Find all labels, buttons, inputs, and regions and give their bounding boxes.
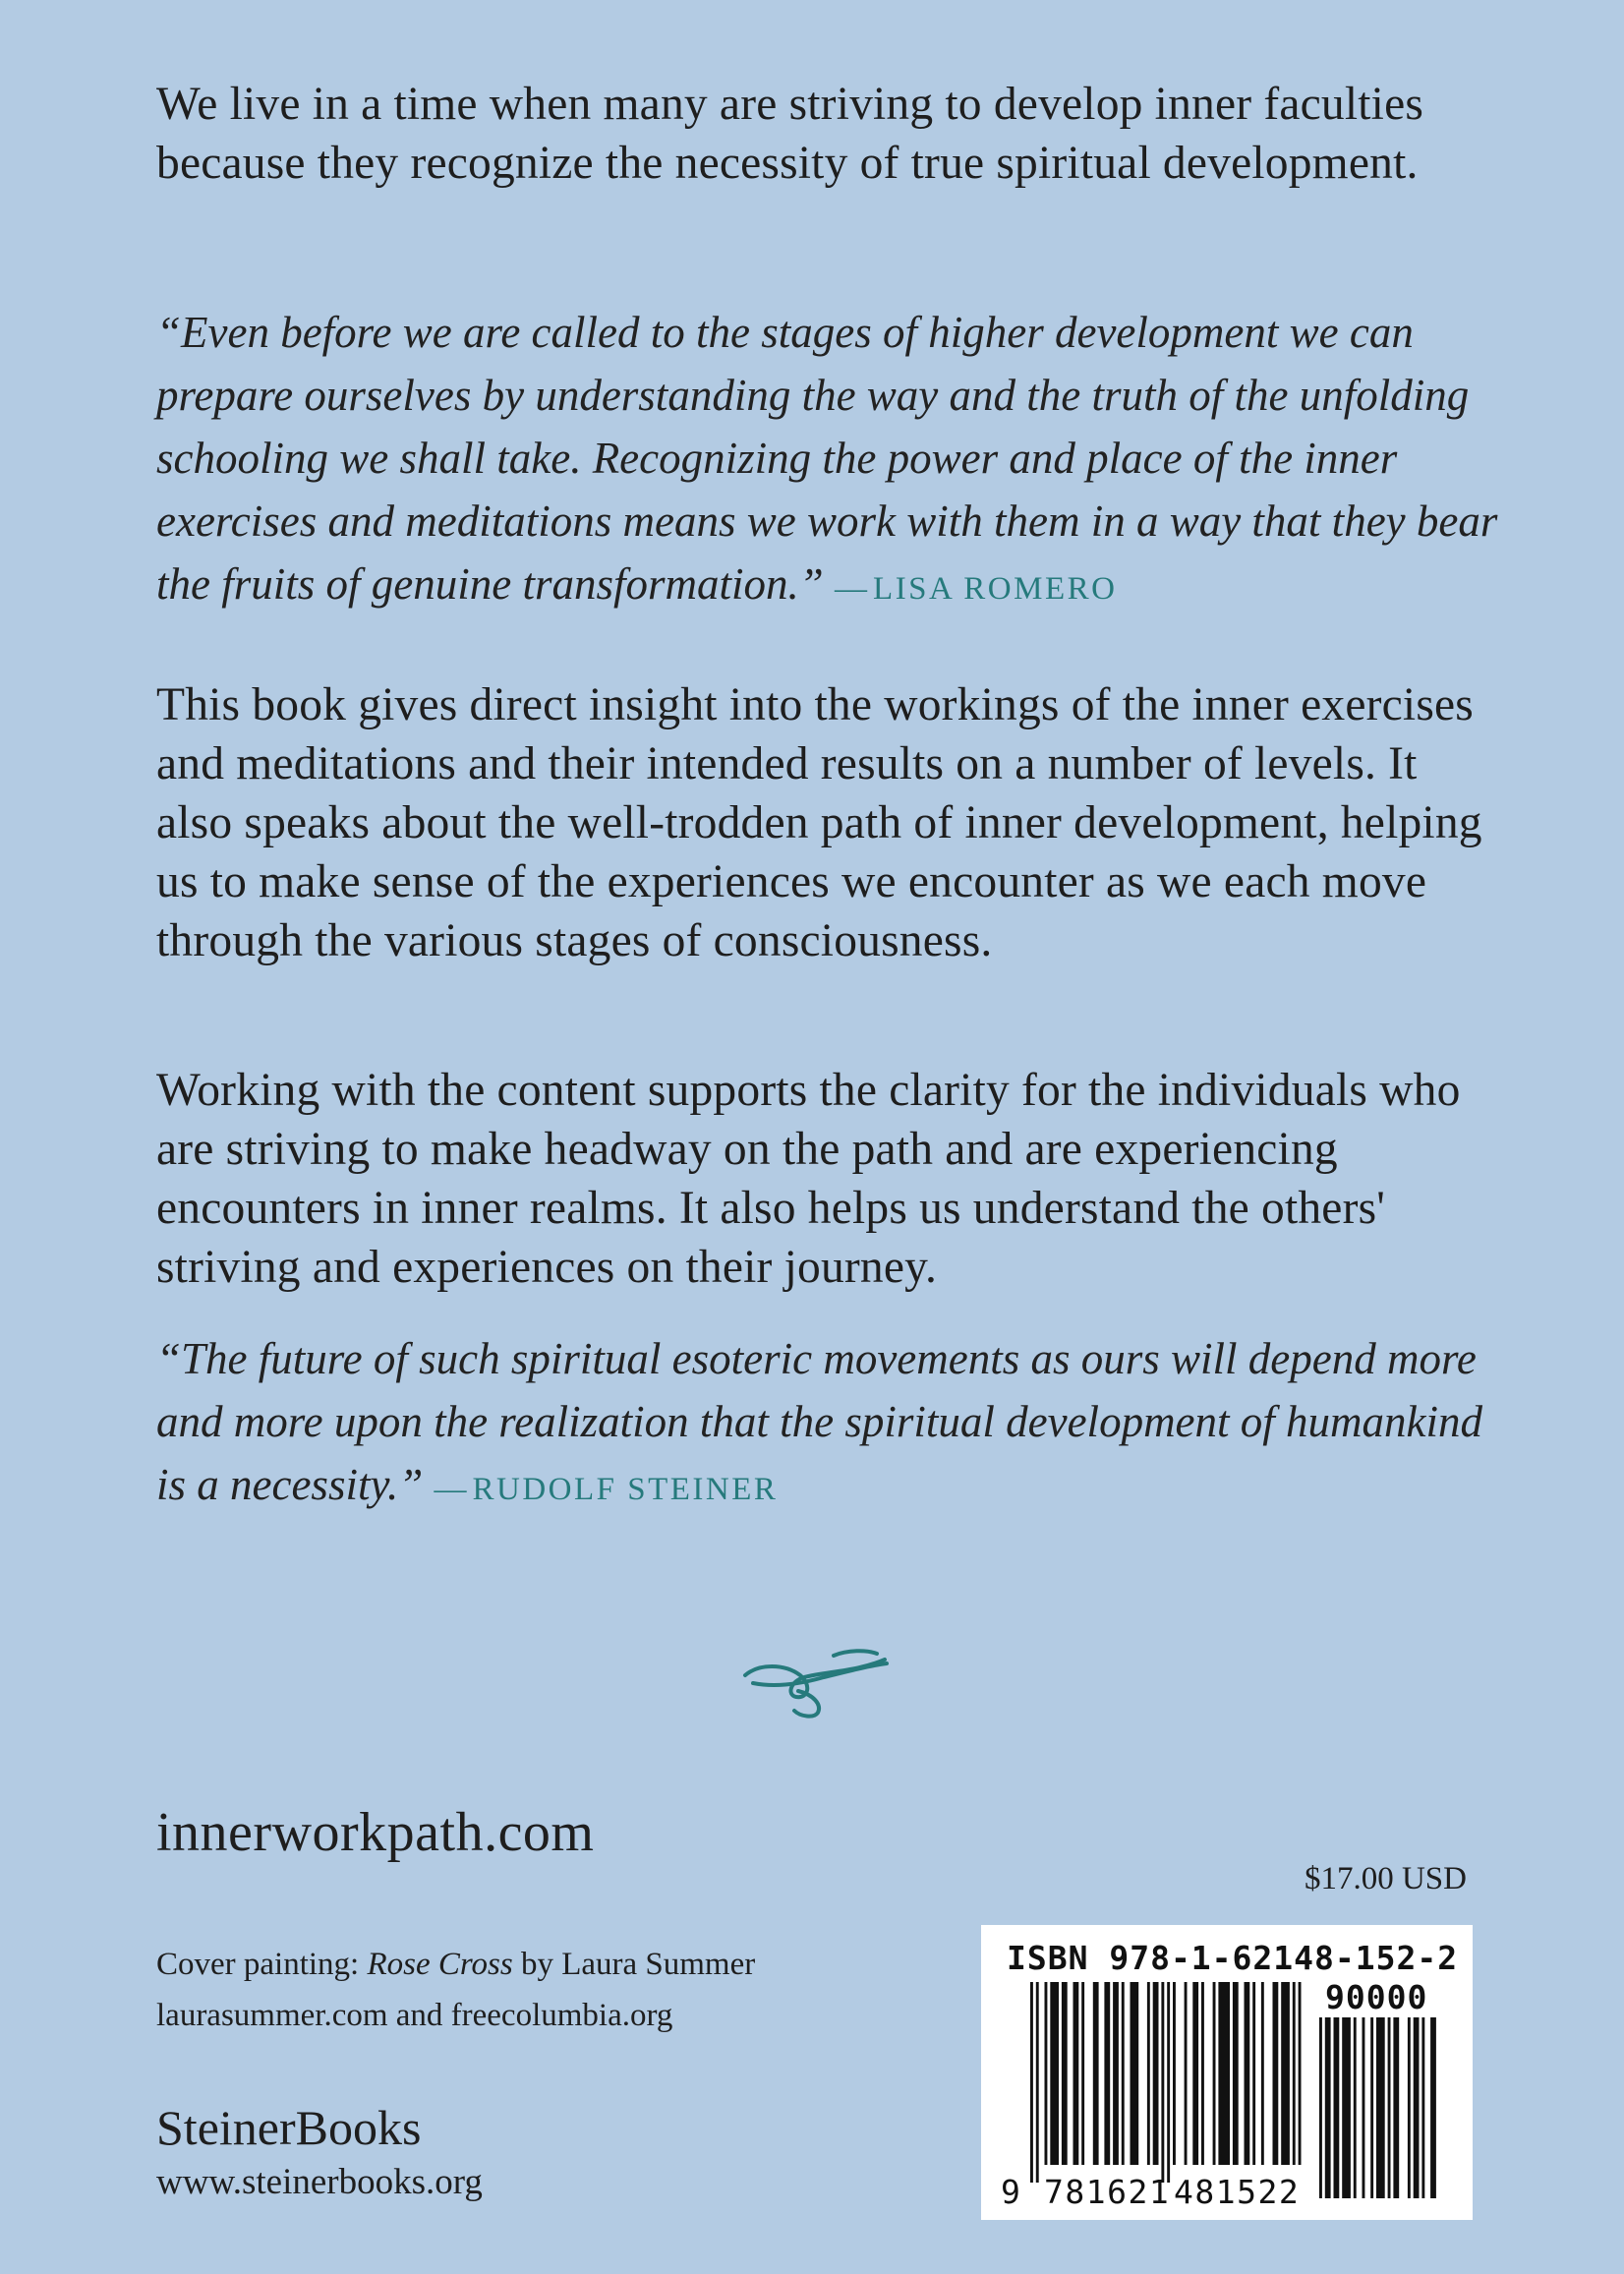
barcode-bar <box>1173 1982 1176 2165</box>
barcode-bar <box>1325 2017 1331 2198</box>
barcode-bar <box>1167 1982 1170 2183</box>
isbn-barcode <box>981 1925 1473 2220</box>
barcode-bar <box>1045 1982 1048 2165</box>
intro-paragraph: We live in a time when many are striving to develop inner faculties because they recognize the necessity of true spiritual development. <box>156 79 1424 189</box>
barcode-bar <box>1062 1982 1068 2165</box>
barcode-bar <box>1342 2017 1351 2198</box>
cover-credit <box>156 1939 755 2041</box>
steiner-quote-text: “The future of such spiritual esoteric movements as ours will depend more and more upon the realization that the spiritual development of humankind is a necessity.” <box>156 1334 1483 1509</box>
painting-title: Rose Cross <box>367 1947 513 1982</box>
barcode-bar <box>1131 1982 1139 2165</box>
barcode-bar <box>1354 2017 1357 2198</box>
barcode-bar <box>1073 1982 1079 2165</box>
barcode-bar <box>1233 1982 1239 2165</box>
cover-painting-credit <box>156 1939 755 1990</box>
barcode-bar <box>1393 2017 1399 2198</box>
barcode-bar <box>1363 2017 1365 2198</box>
barcode-bar <box>1093 1982 1099 2165</box>
price-label: $17.00 USD <box>1304 1861 1467 1896</box>
ean-barcode-bars <box>1030 1982 1304 2188</box>
credit-prefix: Cover painting: <box>156 1947 368 1982</box>
steiner-quote <box>156 1327 1503 1521</box>
barcode-bar <box>1104 1982 1110 2165</box>
barcode-bar <box>1147 1982 1150 2165</box>
barcode-bar <box>1408 2017 1411 2198</box>
barcode-bar <box>1252 1982 1255 2165</box>
romero-quote-text: “Even before we are called to the stages of higher development we can prepare ourselves by understanding the way and the truth of the unfolding schooling we shall take. Recognizing the power and place of the inner exercises and meditations means we work with them in a way that they bear the fruits of genuine transformation.” <box>156 308 1498 609</box>
romero-attribution <box>835 571 1117 607</box>
barcode-bar <box>1030 1982 1033 2183</box>
barcode-bar <box>1281 1982 1290 2165</box>
barcode-bar <box>1245 1982 1250 2165</box>
attribution-name: RUDOLF STEINER <box>472 1472 779 1507</box>
barcode-bar <box>1213 1982 1216 2165</box>
steiner-attribution <box>434 1472 778 1507</box>
barcode-bar <box>1370 2017 1373 2198</box>
ean-right-digits: 481522 <box>1174 2173 1301 2211</box>
book-description-paragraph: This book gives direct insight into the workings of the inner exercises and meditations and their intended results on a number of levels. It also speaks about the well-trodden path of inner development, helping us to make sense of the experiences we encounter as we each move through the various stages of consciousness. <box>156 679 1482 966</box>
barcode-bar <box>1261 1982 1264 2165</box>
credit-suffix: by Laura Summer <box>512 1947 756 1982</box>
barcode-bar <box>1113 1982 1119 2165</box>
attribution-dash: — <box>434 1472 467 1507</box>
attribution-dash: — <box>835 571 868 607</box>
barcode-bar <box>1388 2017 1391 2198</box>
barcode-bar <box>1161 1982 1164 2183</box>
barcode-bar <box>1036 1982 1039 2183</box>
publisher-url[interactable]: www.steinerbooks.org <box>156 2162 483 2202</box>
barcode-bar <box>1218 1982 1230 2165</box>
barcode-bar <box>1421 2017 1424 2198</box>
barcode-bar <box>1192 1982 1198 2165</box>
working-paragraph: Working with the content supports the clarity for the individuals who are striving to make headway on the path and are experiencing encounters in inner realms. It also helps us understand the others' striving and experiences on their journey. <box>156 1065 1461 1293</box>
ean-left-digits: 781621 <box>1044 2173 1171 2211</box>
barcode-bar <box>1122 1982 1125 2165</box>
flourish-ornament-icon <box>739 1642 893 1720</box>
attribution-name: LISA ROMERO <box>873 571 1118 607</box>
barcode-bar <box>1334 2017 1340 2198</box>
barcode-bar <box>1293 1982 1296 2165</box>
barcode-bar <box>1319 2017 1322 2198</box>
barcode-bar <box>1153 1982 1159 2165</box>
website-url[interactable]: innerworkpath.com <box>156 1802 595 1863</box>
publisher-block <box>156 2097 483 2207</box>
barcode-bar <box>1185 1982 1188 2165</box>
barcode-bar <box>1273 1982 1279 2165</box>
addon-number: 90000 <box>1325 1978 1428 2016</box>
barcode-bar <box>1050 1982 1059 2165</box>
barcode-bar <box>1430 2017 1436 2198</box>
romero-quote <box>156 301 1503 620</box>
barcode-bar <box>1299 1982 1302 2165</box>
credit-sites: laurasummer.com and freecolumbia.org <box>156 1998 673 2033</box>
barcode-bar <box>1201 1982 1204 2165</box>
barcode-bar <box>1081 1982 1084 2165</box>
addon-barcode-bars <box>1319 2017 1447 2198</box>
barcode-bar <box>1376 2017 1385 2198</box>
publisher-name: SteinerBooks <box>156 2100 422 2155</box>
isbn-label: ISBN 978-1-62148-152-2 <box>1007 1939 1459 1977</box>
barcode-bar <box>1414 2017 1420 2198</box>
ean-first-digit: 9 <box>1001 2173 1020 2211</box>
